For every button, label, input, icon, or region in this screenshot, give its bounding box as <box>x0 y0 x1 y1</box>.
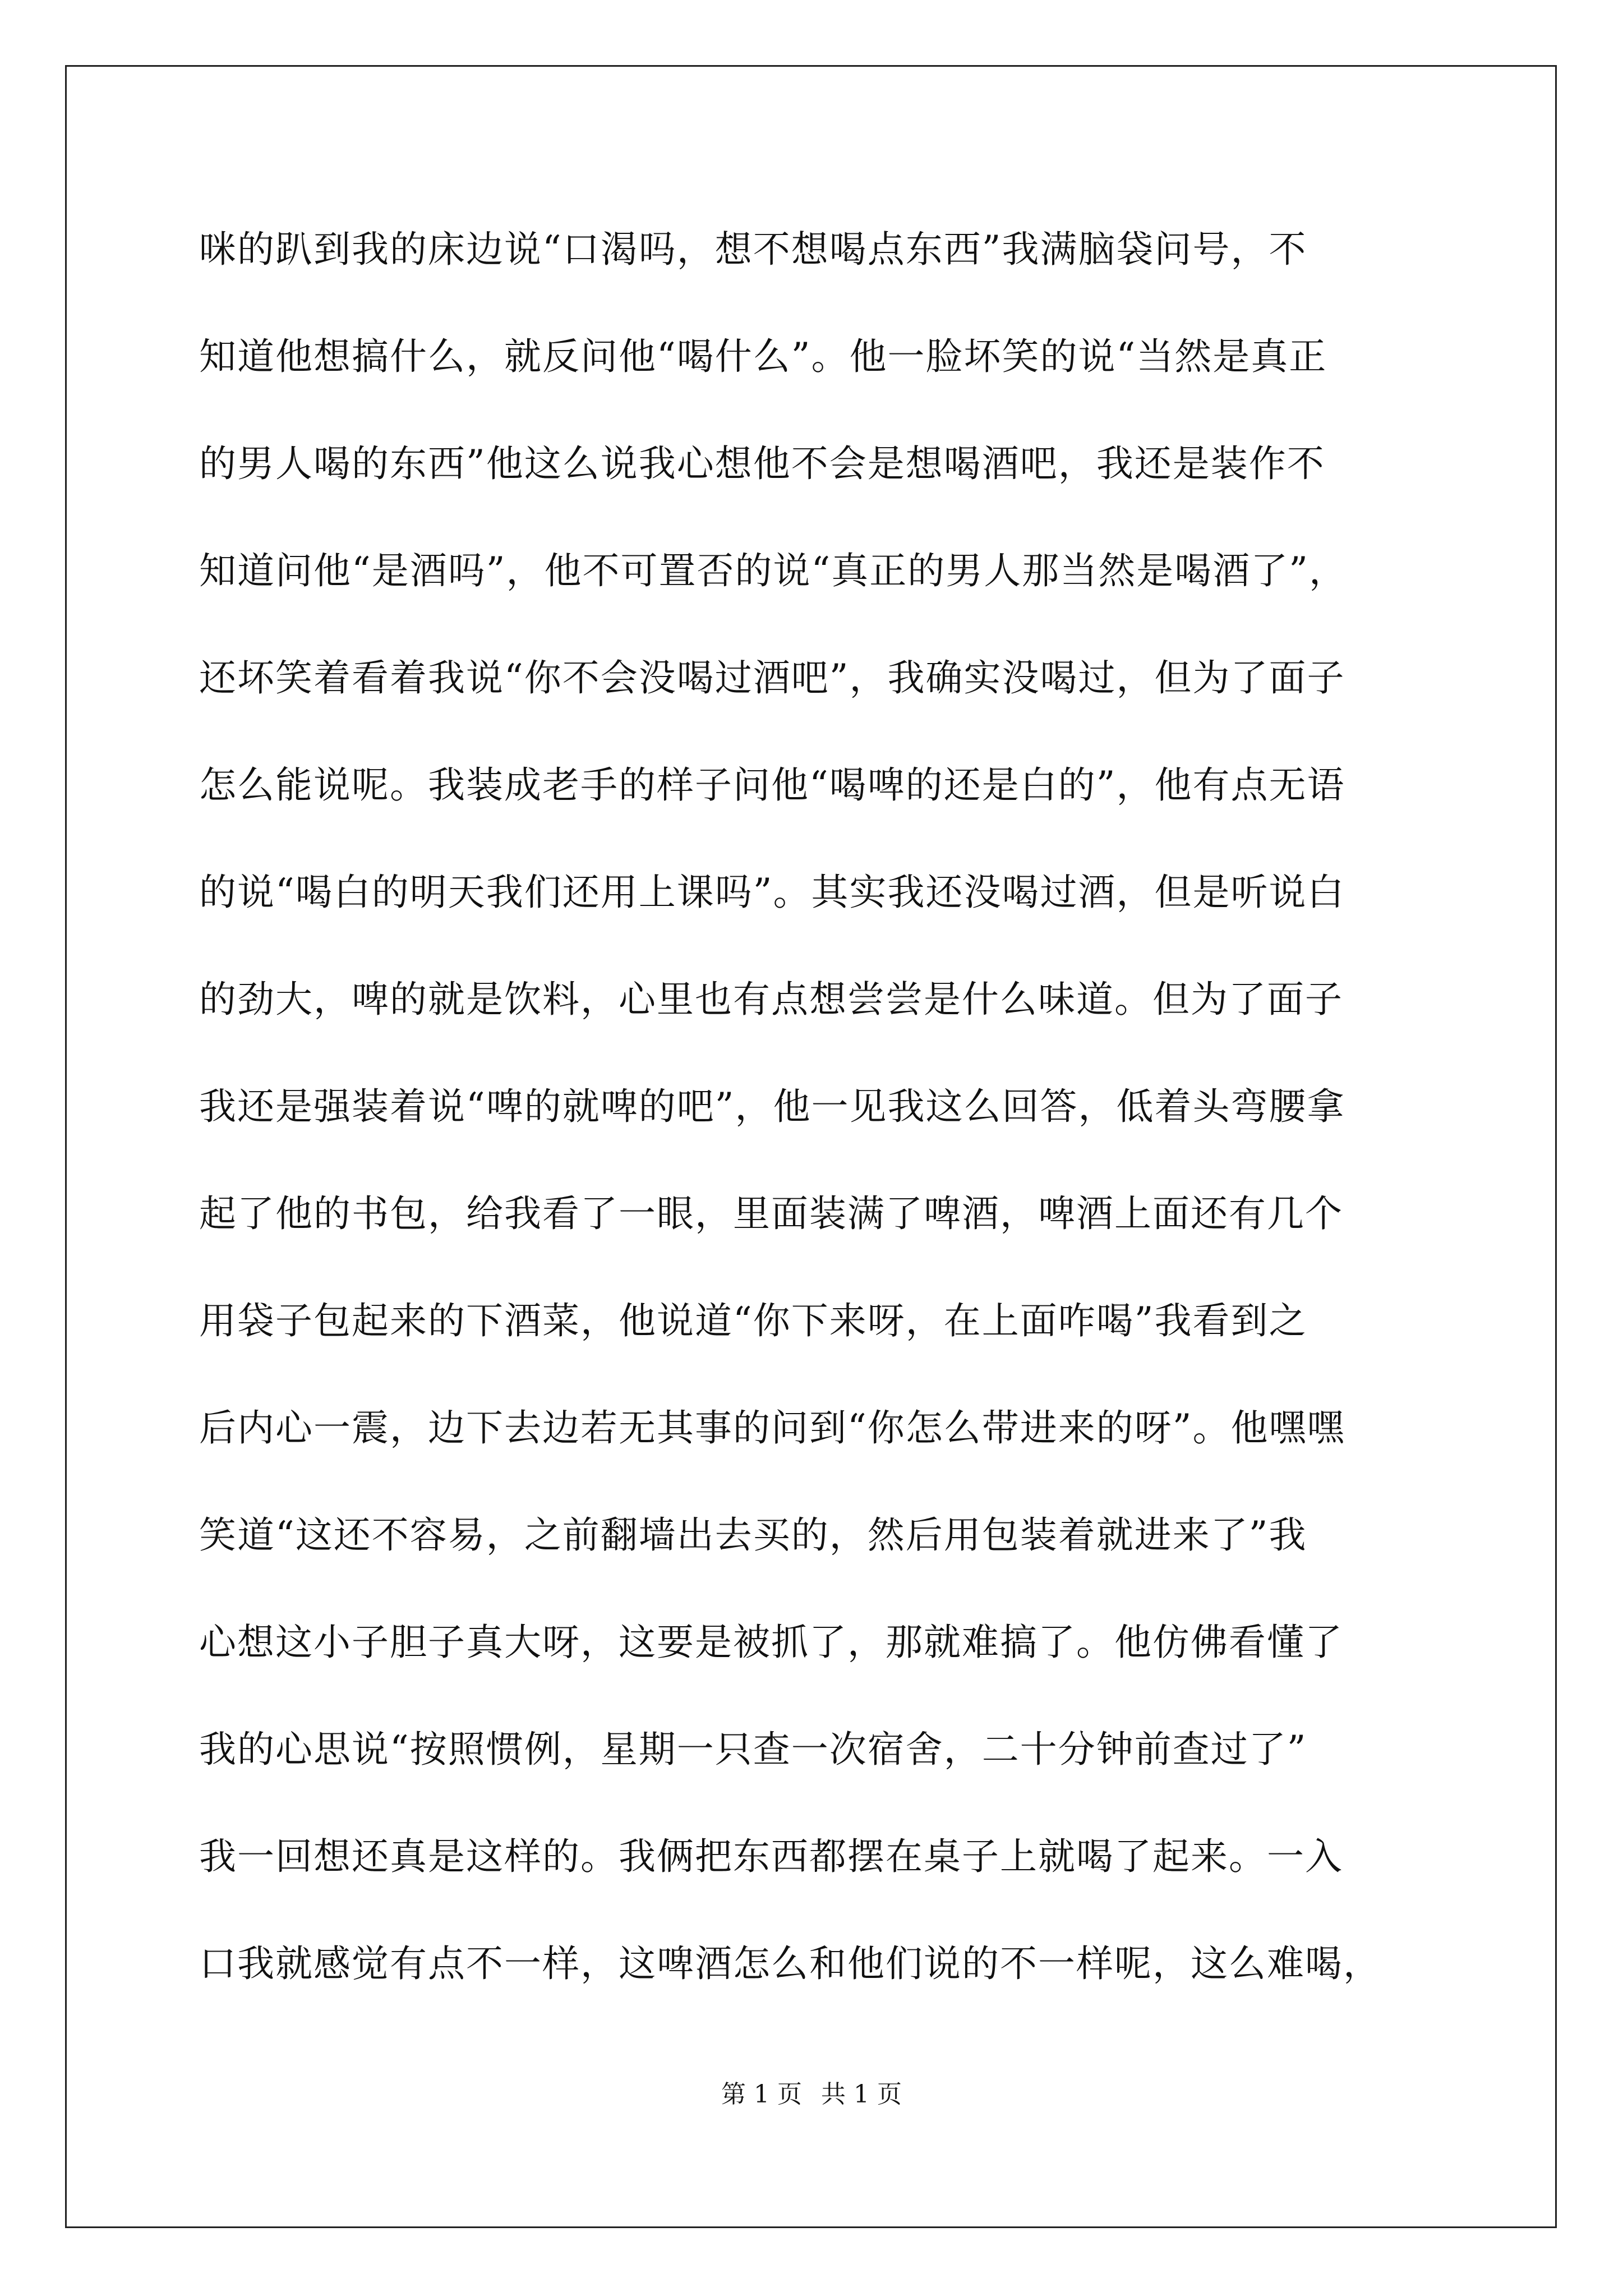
text-line: 起了他的书包，给我看了一眼，里面装满了啤酒，啤酒上面还有几个 <box>199 1192 1343 1235</box>
text-line: 还坏笑着看着我说“你不会没喝过酒吧”，我确实没喝过，但为了面子 <box>199 656 1345 700</box>
text-line: 知道问他“是酒吗”，他不可置否的说“真正的男人那当然是喝酒了”， <box>199 549 1347 592</box>
page-number: 第 1 页 <box>721 2080 802 2109</box>
text-line: 的男人喝的东西”他这么说我心想他不会是想喝酒吧，我还是装作不 <box>199 442 1325 485</box>
text-line: 心想这小子胆子真大呀，这要是被抓了，那就难搞了。他仿佛看懂了 <box>199 1621 1343 1664</box>
text-line: 我一回想还真是这样的。我俩把东西都摆在桌子上就喝了起来。一入 <box>199 1835 1343 1878</box>
text-line: 咪的趴到我的床边说“口渴吗，想不想喝点东西”我满脑袋问号，不 <box>199 228 1307 271</box>
text-line: 知道他想搞什么，就反问他“喝什么”。他一脸坏笑的说“当然是真正 <box>199 335 1327 378</box>
text-line: 口我就感觉有点不一样，这啤酒怎么和他们说的不一样呢，这么难喝， <box>199 1942 1381 1985</box>
text-line: 后内心一震，边下去边若无其事的问到“你怎么带进来的呀”。他嘿嘿 <box>199 1406 1345 1450</box>
document-body <box>199 216 1433 2037</box>
text-line: 用袋子包起来的下酒菜，他说道“你下来呀，在上面咋喝”我看到之 <box>199 1299 1307 1342</box>
text-line: 的说“喝白的明天我们还用上课吗”。其实我还没喝过酒，但是听说白 <box>199 871 1345 914</box>
page-total: 共 1 页 <box>821 2080 902 2109</box>
text-line: 的劲大，啤的就是饮料，心里也有点想尝尝是什么味道。但为了面子 <box>199 978 1343 1021</box>
text-line: 我的心思说“按照惯例，星期一只查一次宿舍，二十分钟前查过了” <box>199 1728 1307 1771</box>
text-line: 笑道“这还不容易，之前翻墙出去买的，然后用包装着就进来了”我 <box>199 1513 1307 1557</box>
text-line: 怎么能说呢。我装成老手的样子问他“喝啤的还是白的”，他有点无语 <box>199 763 1345 807</box>
text-line: 我还是强装着说“啤的就啤的吧”，他一见我这么回答，低着头弯腰拿 <box>199 1085 1345 1128</box>
page-footer <box>0 2078 1623 2111</box>
